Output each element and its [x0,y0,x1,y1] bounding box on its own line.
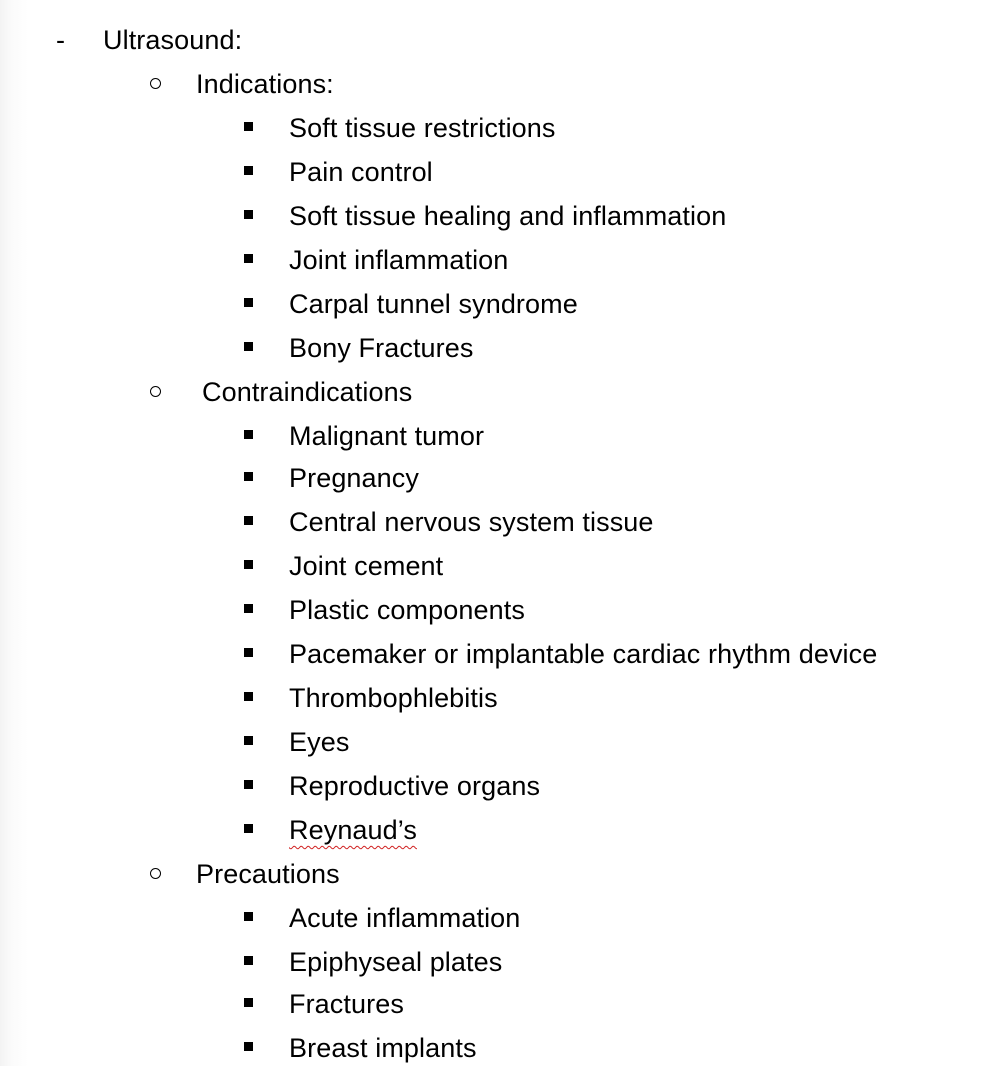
square-bullet [244,210,253,219]
item-text: Pain control [289,157,433,187]
item-text: Reproductive organs [289,771,541,801]
item-text: Malignant tumor [289,421,485,451]
square-bullet [244,560,253,569]
item-text: Joint inflammation [289,245,509,275]
list-item [0,632,984,676]
square-bullet [244,956,253,965]
list-item [0,940,984,984]
square-bullet [244,912,253,921]
list-item [0,676,984,720]
square-bullet [244,692,253,701]
item-text: Thrombophlebitis [289,683,498,713]
square-bullet [244,648,253,657]
list-item [0,764,984,808]
item-text: Eyes [289,727,350,757]
item-text: Pacemaker or implantable cardiac rhythm device [289,639,878,669]
item-text: Soft tissue restrictions [289,113,556,143]
list-item [0,808,984,852]
square-bullet [244,166,253,175]
list-item [0,588,984,632]
list-item [0,106,984,150]
list-item [0,194,984,238]
item-text: Soft tissue healing and inflammation [289,201,727,231]
square-bullet [244,998,253,1007]
group-precautions [0,852,984,896]
square-bullet [244,254,253,263]
square-bullet [244,472,253,481]
list-item [0,326,984,370]
list-item [0,282,984,326]
item-text: Bony Fractures [289,333,474,363]
item-text: Fractures [289,989,404,1019]
heading-text: Ultrasound: [103,25,243,55]
item-text: Breast implants [289,1033,477,1063]
square-bullet [244,824,253,833]
hollow-circle-bullet [150,386,161,397]
item-text: Carpal tunnel syndrome [289,289,578,319]
group-label: Indications: [196,69,334,99]
item-text: Central nervous system tissue [289,507,654,537]
square-bullet [244,516,253,525]
list-item [0,414,984,458]
list-item [0,238,984,282]
square-bullet [244,430,253,439]
item-text: Acute inflammation [289,903,521,933]
list-item [0,500,984,544]
hollow-circle-bullet [150,868,161,879]
group-label: Contraindications [202,377,413,407]
heading-ultrasound [0,18,984,62]
item-text: Joint cement [289,551,444,581]
hollow-circle-bullet [150,78,161,89]
list-item [0,982,984,1026]
group-indications [0,62,984,106]
item-text: Epiphyseal plates [289,947,503,977]
list-item [0,150,984,194]
square-bullet [244,1042,253,1051]
list-item [0,456,984,500]
item-text-spellcheck-flagged: Reynaud’s [289,815,417,845]
group-contraindications [0,370,984,414]
square-bullet [244,298,253,307]
list-item [0,896,984,940]
square-bullet [244,342,253,351]
list-item [0,1026,984,1066]
square-bullet [244,604,253,613]
item-text: Pregnancy [289,463,419,493]
square-bullet [244,780,253,789]
square-bullet [244,122,253,131]
dash-bullet: - [56,25,65,55]
item-text: Plastic components [289,595,525,625]
list-item [0,720,984,764]
square-bullet [244,736,253,745]
group-label: Precautions [196,859,340,889]
list-item [0,544,984,588]
